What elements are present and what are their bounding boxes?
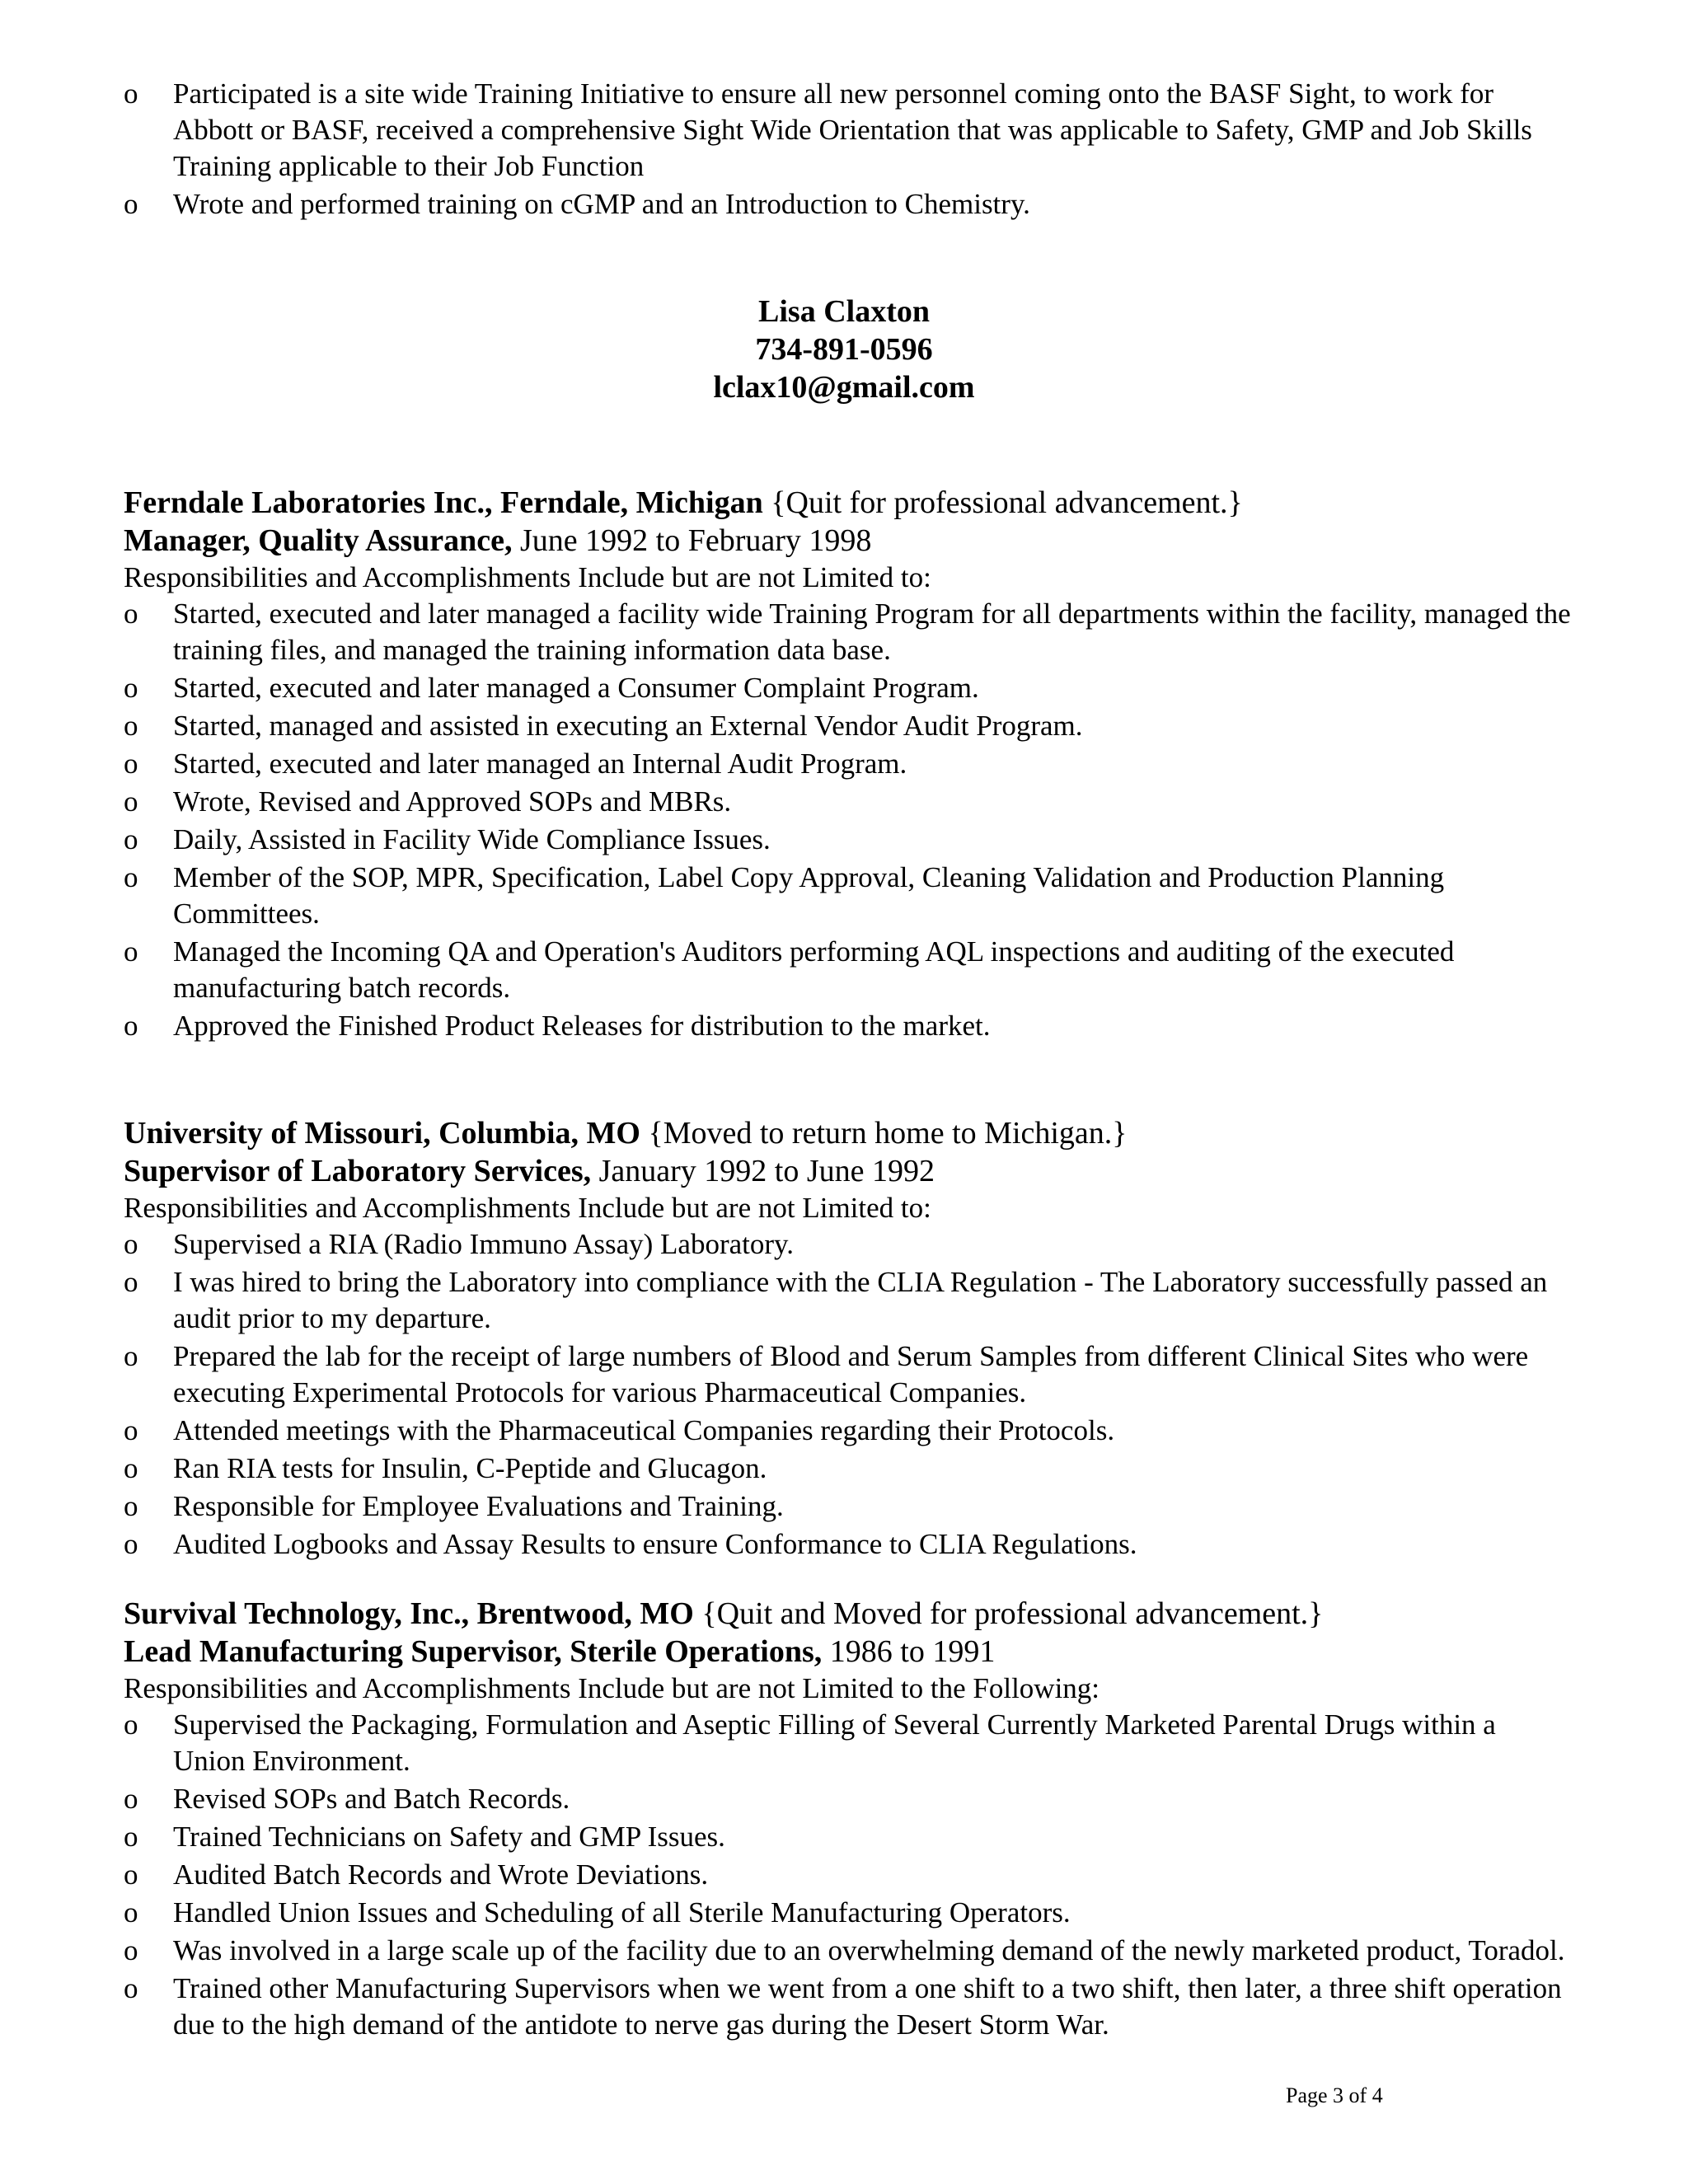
job-title: Supervisor of Laboratory Services, [124, 1154, 592, 1188]
list-item: o I was hired to bring the Laboratory into compliance with the CLIA Regulation - The Laboratory successfully passed an audit prior to my departure. [124, 1266, 1548, 1334]
employer-name: University of Missouri, Columbia, MO [124, 1116, 640, 1151]
list-item: o Supervised a RIA (Radio Immuno Assay) Laboratory. [124, 1226, 1574, 1263]
bullet-marker: o [124, 1452, 138, 1484]
job-dates: January 1992 to June 1992 [598, 1154, 935, 1188]
bullet-marker: o [124, 785, 138, 818]
bullet-marker: o [124, 935, 138, 968]
list-item: o Started, executed and later managed a Consumer Complaint Program. [124, 670, 1574, 706]
bullet-marker: o [124, 1228, 138, 1260]
list-item: o Started, executed and later managed an Internal Audit Program. [124, 746, 1574, 782]
job-ferndale [124, 484, 1574, 1046]
bullet-marker: o [124, 1896, 138, 1929]
list-item: o Revised SOPs and Batch Records. [124, 1781, 1574, 1817]
departure-note: {Moved to return home to Michigan.} [648, 1116, 1128, 1151]
continuation-bullet-list [124, 76, 1574, 223]
contact-header [0, 293, 1688, 406]
responsibilities-list [124, 1707, 1574, 2043]
list-item: o Managed the Incoming QA and Operation's Auditors performing AQL inspections and auditing of the executed manufacturing batch records. [124, 935, 1455, 1004]
contact-phone: 734-891-0596 [755, 332, 933, 367]
bullet-marker: o [124, 1010, 138, 1042]
job-title: Lead Manufacturing Supervisor, Sterile Operations, [124, 1634, 823, 1669]
job-title: Manager, Quality Assurance, [124, 523, 513, 558]
responsibilities-intro: Responsibilities and Accomplishments Include but are not Limited to the Following: [124, 1672, 1100, 1704]
job-title-line [124, 522, 1574, 560]
responsibilities-intro: Responsibilities and Accomplishments Include but are not Limited to: [124, 1192, 931, 1224]
bullet-marker: o [124, 1858, 138, 1891]
bullet-marker: o [124, 1528, 138, 1560]
bullet-marker: o [124, 1934, 138, 1966]
job-title-line [124, 1152, 1574, 1190]
bullet-marker: o [124, 1783, 138, 1815]
list-item: o Audited Logbooks and Assay Results to ensure Conformance to CLIA Regulations. [124, 1526, 1574, 1563]
bullet-marker: o [124, 1414, 138, 1446]
contact-email: lclax10@gmail.com [713, 370, 975, 405]
list-item: o Participated is a site wide Training Initiative to ensure all new personnel coming onto the BASF Sight, to work for Abbott or BASF, received a comprehensive Sight Wide Orientation that was applicable to Safety, GMP and Job Skills Training applicable to their Job Function [124, 77, 1532, 182]
list-item: o Approved the Finished Product Releases for distribution to the market. [124, 1008, 1574, 1044]
employer-name: Survival Technology, Inc., Brentwood, MO [124, 1596, 694, 1631]
bullet-marker: o [124, 861, 138, 893]
responsibilities-list [124, 596, 1574, 1044]
list-item: o Attended meetings with the Pharmaceutical Companies regarding their Protocols. [124, 1413, 1574, 1449]
job-dates: 1986 to 1991 [829, 1634, 996, 1669]
bullet-marker: o [124, 77, 138, 110]
list-item: o Was involved in a large scale up of the facility due to an overwhelming demand of the newly marketed product, Toradol. [124, 1933, 1574, 1969]
list-item: o Wrote, Revised and Approved SOPs and MBRs. [124, 784, 1574, 820]
bullet-marker: o [124, 1708, 138, 1741]
bullet-marker: o [124, 1266, 138, 1298]
job-title-line [124, 1633, 1574, 1671]
employer-line [124, 484, 1574, 522]
responsibilities-intro: Responsibilities and Accomplishments Include but are not Limited to: [124, 561, 931, 593]
list-item: o Trained Technicians on Safety and GMP Issues. [124, 1819, 1574, 1855]
job-survival-technology [124, 1595, 1574, 2045]
employer-line [124, 1595, 1574, 1633]
list-item: o Audited Batch Records and Wrote Deviations. [124, 1857, 1574, 1893]
bullet-marker: o [124, 748, 138, 780]
bullet-marker: o [124, 598, 138, 630]
bullet-marker: o [124, 1340, 138, 1372]
list-item: o Ran RIA tests for Insulin, C-Peptide and Glucagon. [124, 1451, 1574, 1487]
bullet-marker: o [124, 1972, 138, 2004]
list-item: o Daily, Assisted in Facility Wide Compliance Issues. [124, 822, 1574, 858]
list-item: o Handled Union Issues and Scheduling of all Sterile Manufacturing Operators. [124, 1895, 1574, 1931]
list-item: o Prepared the lab for the receipt of large numbers of Blood and Serum Samples from different Clinical Sites who were executing Experimental Protocols for various Pharmaceutical Companies. [124, 1340, 1529, 1408]
job-dates: June 1992 to February 1998 [520, 523, 872, 558]
responsibilities-list [124, 1226, 1574, 1563]
employer-line [124, 1114, 1574, 1152]
page-number: Page 3 of 4 [1286, 2083, 1383, 2107]
departure-note: {Quit and Moved for professional advancement.} [701, 1596, 1324, 1631]
list-item: o Member of the SOP, MPR, Specification, Label Copy Approval, Cleaning Validation and Production Planning Committees. [124, 861, 1445, 930]
list-item: o Responsible for Employee Evaluations and Training. [124, 1488, 1574, 1525]
employer-name: Ferndale Laboratories Inc., Ferndale, Michigan [124, 485, 763, 520]
bullet-marker: o [124, 823, 138, 855]
list-item: o Supervised the Packaging, Formulation and Aseptic Filling of Several Currently Marketed Parental Drugs within a Union Environment. [124, 1708, 1496, 1777]
contact-name: Lisa Claxton [758, 294, 930, 329]
list-item: o Started, managed and assisted in executing an External Vendor Audit Program. [124, 708, 1574, 744]
job-university-of-missouri [124, 1114, 1574, 1564]
previous-job-continuation [124, 76, 1574, 224]
list-item: o Wrote and performed training on cGMP and an Introduction to Chemistry. [124, 186, 1574, 223]
bullet-marker: o [124, 710, 138, 742]
departure-note: {Quit for professional advancement.} [771, 485, 1243, 520]
bullet-marker: o [124, 1821, 138, 1853]
list-item: o Trained other Manufacturing Supervisors when we went from a one shift to a two shift, then later, a three shift operation due to the high demand of the antidote to nerve gas during the Desert Storm War. [124, 1972, 1562, 2041]
list-item: o Started, executed and later managed a facility wide Training Program for all departments within the facility, managed the training files, and managed the training information data base. [124, 598, 1571, 666]
bullet-marker: o [124, 672, 138, 704]
bullet-marker: o [124, 1490, 138, 1522]
bullet-marker: o [124, 188, 138, 220]
